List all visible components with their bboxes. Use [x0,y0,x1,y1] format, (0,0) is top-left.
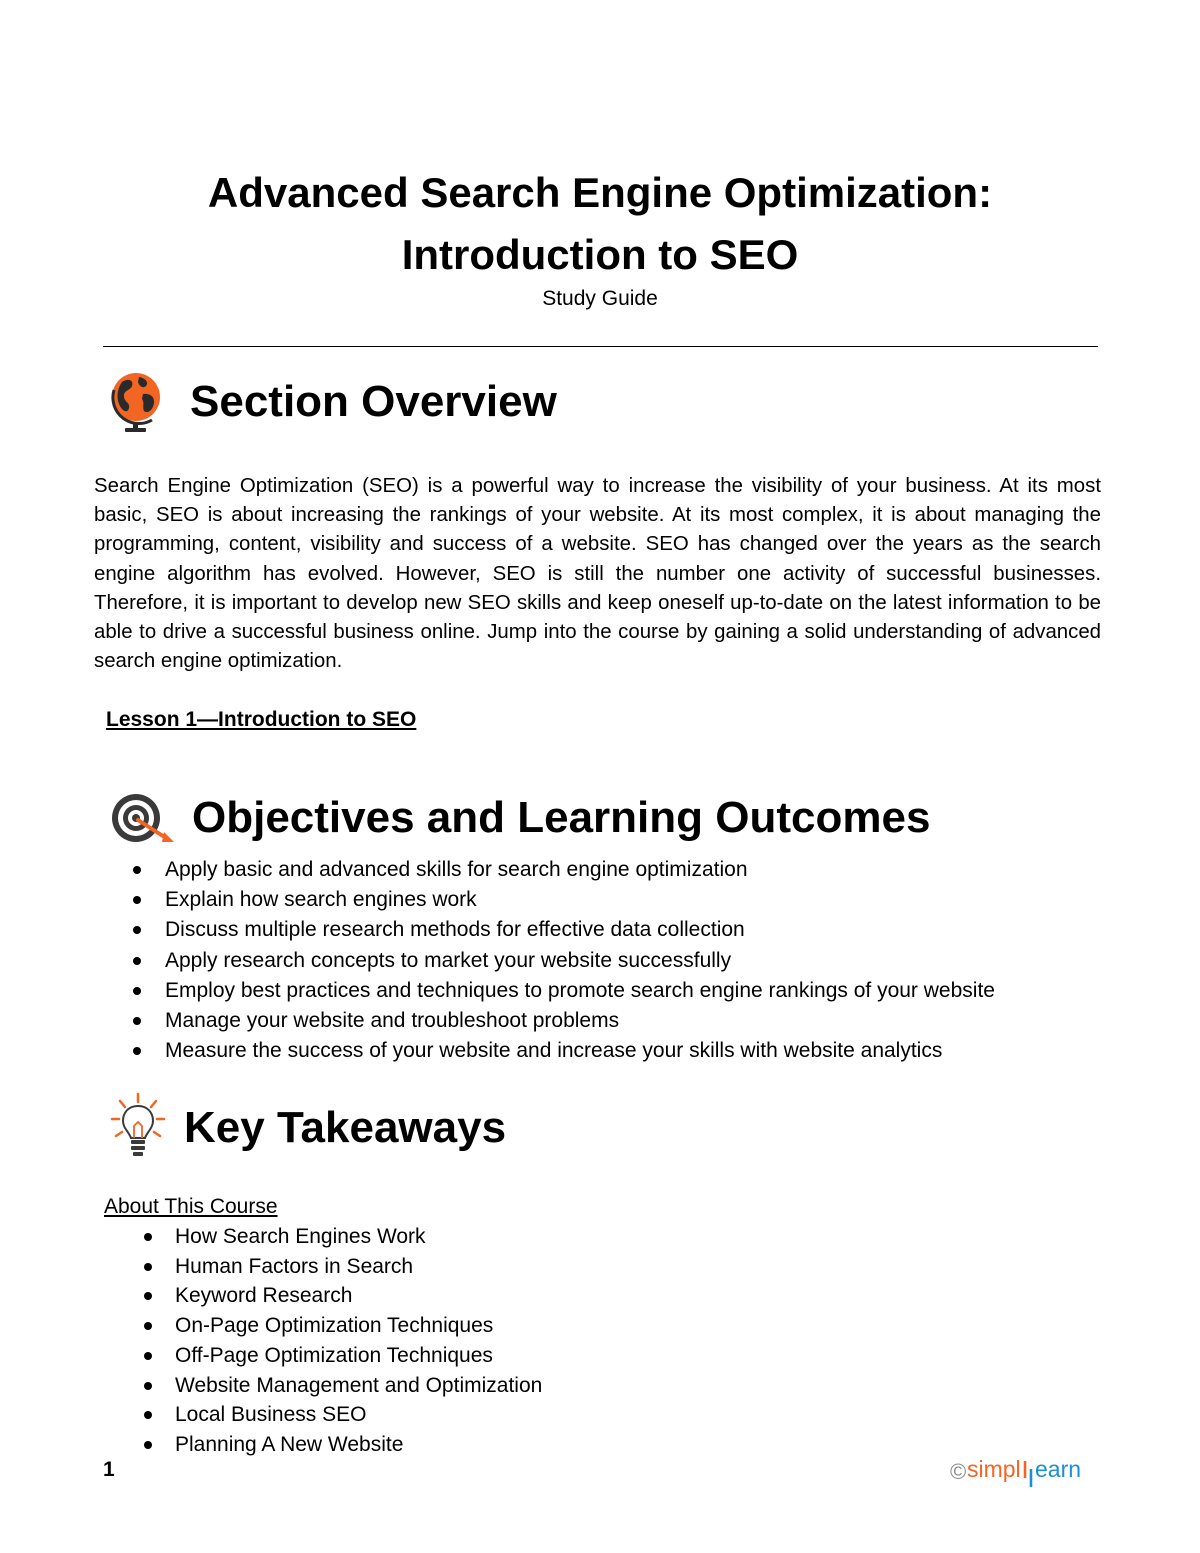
doc-subtitle: Study Guide [542,287,658,310]
list-item: Discuss multiple research methods for effective data collection [165,915,995,945]
section-takeaways-title: Key Takeaways [184,1103,507,1152]
list-item: Employ best practices and techniques to promote search engine rankings of your website [165,976,995,1006]
objectives-list [165,855,995,1066]
title-divider [103,346,1098,347]
list-item: Manage your website and troubleshoot problems [165,1006,995,1036]
list-item: Apply research concepts to market your website successfully [165,946,995,976]
svg-text:earn: earn [1035,1456,1082,1482]
doc-title-line2: Introduction to SEO [401,231,799,278]
about-course-heading: About This Course [104,1195,278,1218]
section-objectives-header [108,788,930,848]
doc-title-line1: Advanced Search Engine Optimization: [207,169,993,216]
section-objectives-title: Objectives and Learning Outcomes [192,793,931,842]
target-icon [108,788,176,848]
section-overview-title: Section Overview [190,377,557,426]
list-item: On-Page Optimization Techniques [175,1311,542,1341]
list-item: Website Management and Optimization [175,1371,542,1401]
lesson-1-link[interactable]: Lesson 1—Introduction to SEO [106,708,417,731]
lightbulb-icon [110,1092,166,1164]
list-item: How Search Engines Work [175,1222,542,1252]
list-item: Off-Page Optimization Techniques [175,1341,542,1371]
svg-text:simpl: simpl [967,1456,1021,1482]
logo-copyright-symbol: © [950,1459,967,1484]
list-item: Measure the success of your website and increase your skills with website analytics [165,1036,995,1066]
list-item: Local Business SEO [175,1400,542,1430]
list-item: Keyword Research [175,1281,542,1311]
simplilearn-wordmark [967,1455,1091,1489]
section-takeaways-header [110,1092,506,1164]
page-number: 1 [103,1458,115,1481]
list-item: Planning A New Website [175,1430,542,1460]
overview-paragraph: Search Engine Optimization (SEO) is a powerful way to increase the visibility of your business. At its most basic, SEO is about increasing the rankings of your website. At its most complex, it is about managing the programming, content, visibility and success of a website. SEO has changed over the years as the search engine algorithm has evolved. However, SEO is still the number one activity of successful businesses. Therefore, it is important to develop new SEO skills and keep oneself up-to-date on the latest information to be able to drive a successful business online. Jump into the course by gaining a solid understanding of advanced search engine optimization. [94,475,1101,673]
list-item: Explain how search engines work [165,885,995,915]
takeaways-list [175,1222,542,1460]
list-item: Apply basic and advanced skills for search engine optimization [165,855,995,885]
simplilearn-logo [950,1455,1091,1489]
section-overview-header [108,368,557,436]
list-item: Human Factors in Search [175,1252,542,1282]
globe-icon [108,368,168,436]
